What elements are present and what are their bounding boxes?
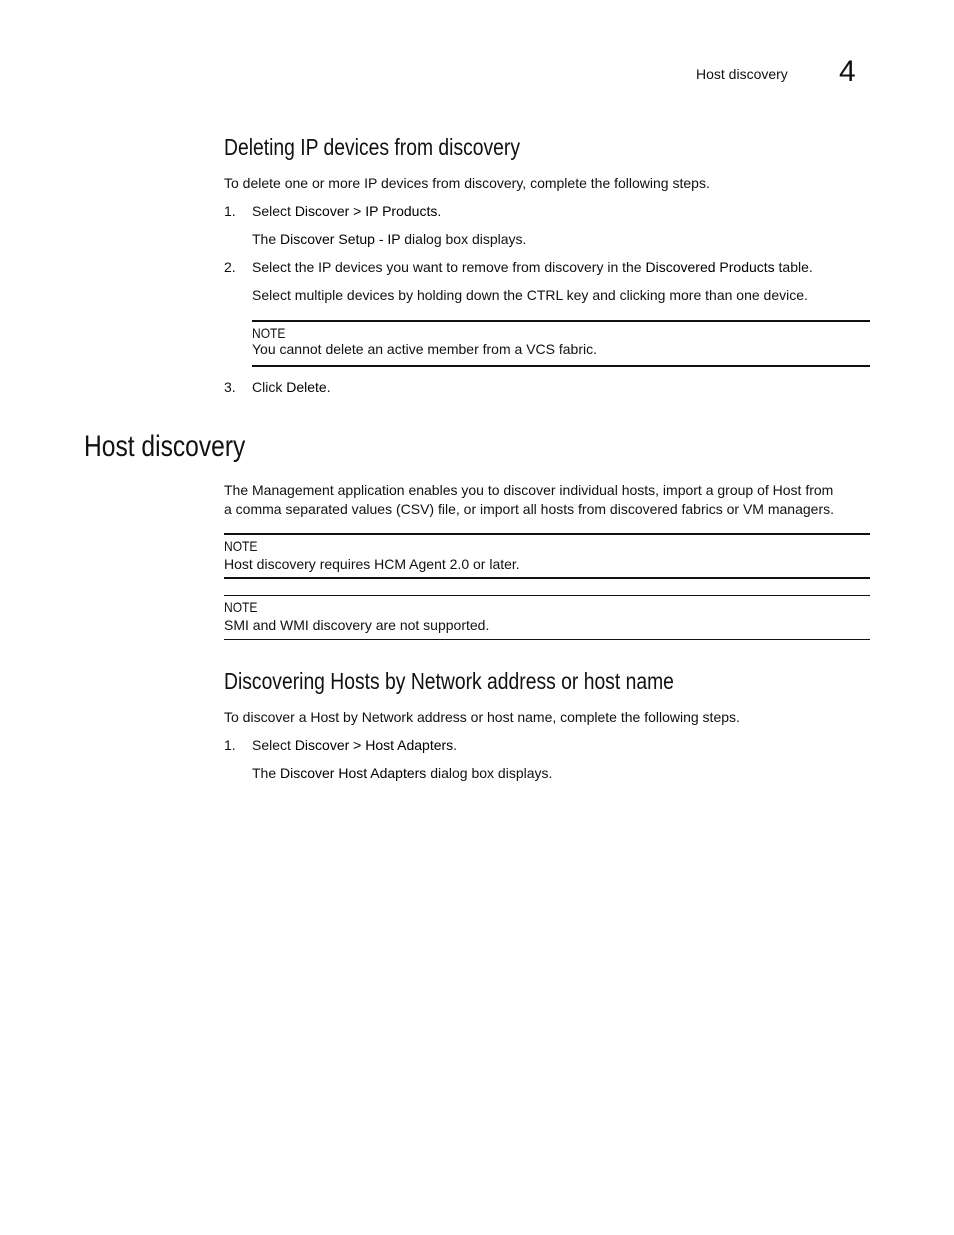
- host-discovery-para-line-2: a comma separated values (CSV) file, or import all hosts from discovered fabrics or VM managers.: [224, 501, 835, 517]
- note-top-rule: [252, 320, 870, 322]
- section3-intro: To discover a Host by Network address or host name, complete the following steps.: [224, 709, 740, 725]
- step-1-result: The Discover Host Adapters dialog box displays.: [252, 765, 553, 781]
- chapter-number: 4: [839, 55, 856, 88]
- running-header-title: Host discovery: [696, 66, 788, 82]
- step-1-text: Select Discover > Host Adapters.: [252, 737, 458, 753]
- host-discovery-para-line-1: The Management application enables you to discover individual hosts, import a group of Host from: [224, 482, 834, 498]
- menu-path-ip-products: Discover > IP Products: [294, 203, 438, 219]
- note-bottom-rule: [224, 577, 870, 579]
- note-top-rule: [224, 595, 870, 596]
- section-heading-deleting-ip-devices: Deleting IP devices from discovery: [224, 134, 521, 160]
- button-name-delete: Delete: [286, 379, 327, 395]
- section-heading-host-discovery: Host discovery: [84, 430, 246, 463]
- step-1-result: The Discover Setup - IP dialog box displays.: [252, 231, 527, 247]
- step-2-detail: Select multiple devices by holding down the CTRL key and clicking more than one device.: [252, 287, 808, 303]
- section-heading-discovering-hosts: Discovering Hosts by Network address or host name: [224, 668, 674, 694]
- note-label: NOTE: [224, 538, 258, 554]
- step-2-text: Select the IP devices you want to remove from discovery in the Discovered Products table.: [252, 259, 813, 275]
- step-1-number: 1.: [224, 737, 236, 753]
- note-top-rule: [224, 533, 870, 535]
- step-2-number: 2.: [224, 259, 236, 275]
- note-text: You cannot delete an active member from a VCS fabric.: [252, 341, 597, 357]
- table-name-discovered-products: Discovered Products: [645, 259, 775, 275]
- step-1-text: Select Discover > IP Products.: [252, 203, 442, 219]
- note-label: NOTE: [224, 599, 258, 615]
- section1-intro: To delete one or more IP devices from discovery, complete the following steps.: [224, 175, 710, 191]
- dialog-name-discover-setup-ip: Discover Setup - IP: [280, 231, 401, 247]
- dialog-name-discover-host-adapters: Discover Host Adapters: [280, 765, 427, 781]
- note-bottom-rule: [252, 365, 870, 367]
- step-1-number: 1.: [224, 203, 236, 219]
- step-3-text: Click Delete.: [252, 379, 331, 395]
- menu-path-host-adapters: Discover > Host Adapters: [294, 737, 454, 753]
- note-text: Host discovery requires HCM Agent 2.0 or later.: [224, 556, 520, 572]
- note-text: SMI and WMI discovery are not supported.: [224, 617, 490, 633]
- step-3-number: 3.: [224, 379, 236, 395]
- note-bottom-rule: [224, 639, 870, 640]
- note-label: NOTE: [252, 325, 286, 341]
